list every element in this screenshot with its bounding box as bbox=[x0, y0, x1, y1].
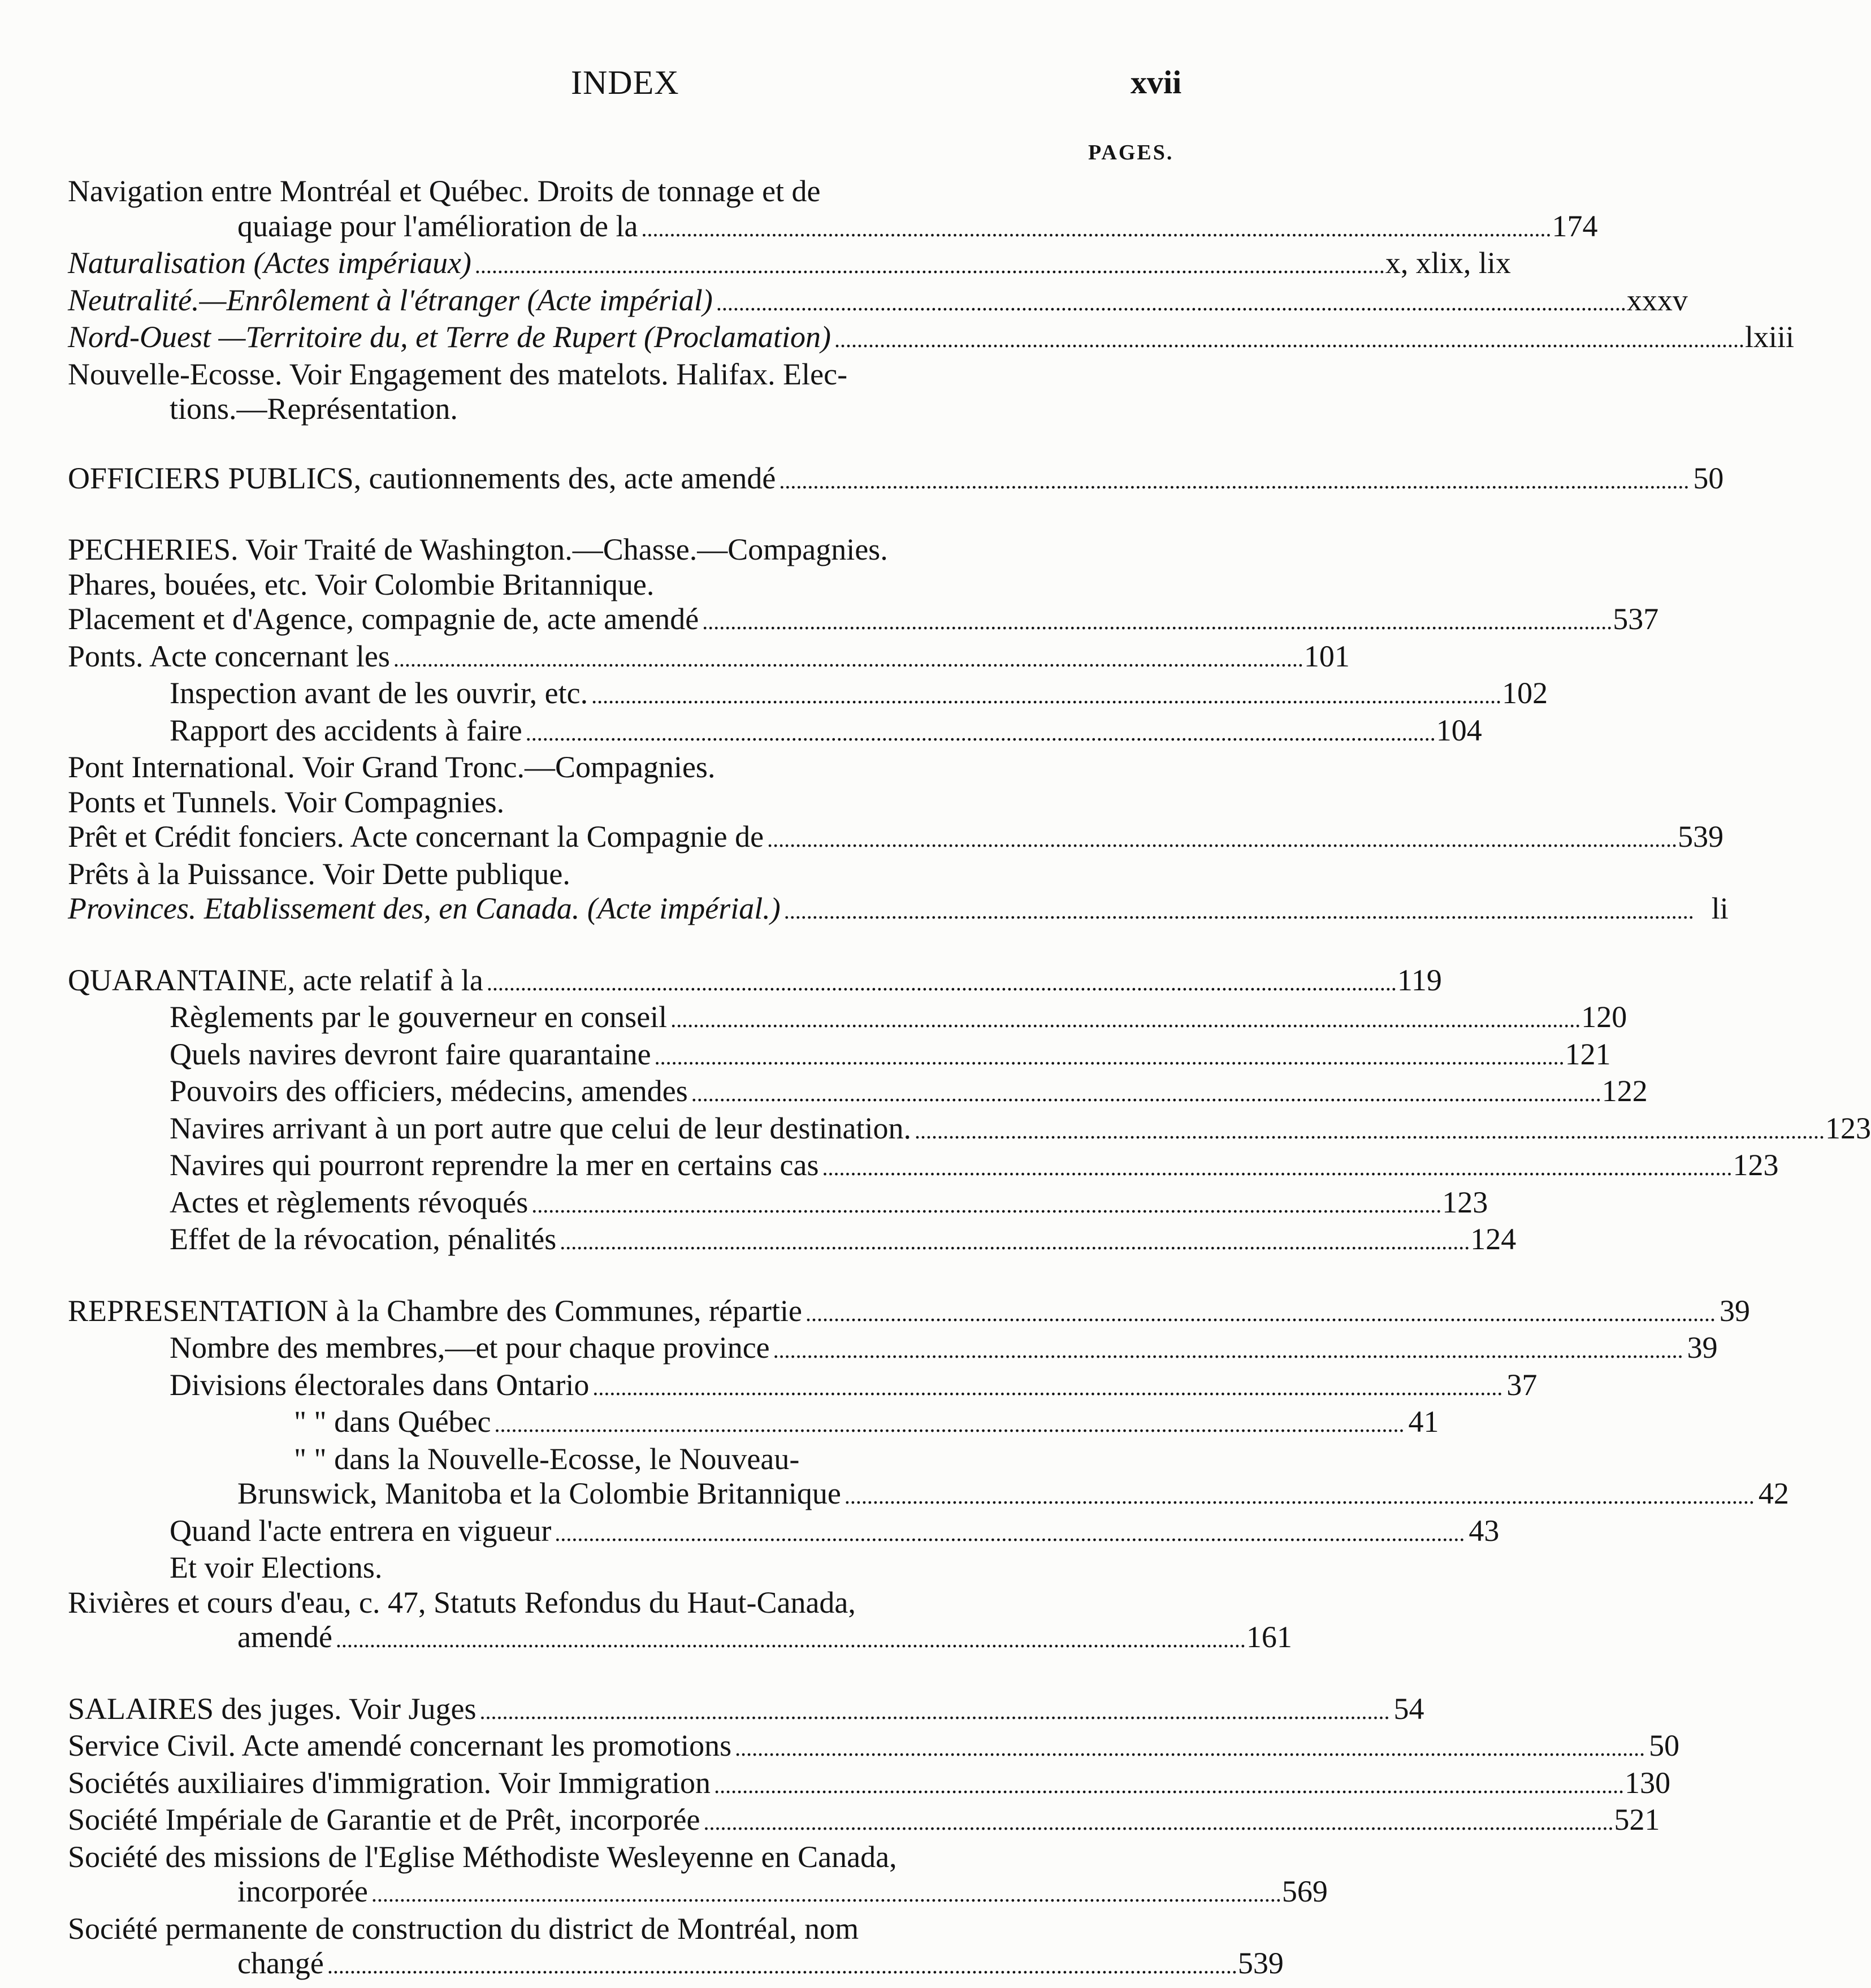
index-entry bbox=[68, 1513, 1500, 1551]
dot-leader bbox=[703, 1803, 1610, 1840]
entry-text: Pont International. Voir Grand Tronc.—Compagnies. bbox=[68, 750, 716, 784]
index-entry bbox=[68, 532, 1190, 568]
entry-text: Divisions électorales dans Ontario bbox=[170, 1367, 590, 1402]
entry-text: Actes et règlements révoqués bbox=[170, 1185, 529, 1219]
index-entry bbox=[68, 857, 1190, 892]
entry-text: quaiage pour l'amélioration de la bbox=[237, 209, 638, 243]
page-reference: 123 bbox=[1825, 1111, 1871, 1145]
page-reference: 41 bbox=[1408, 1405, 1439, 1439]
index-entry bbox=[68, 1874, 1328, 1912]
entry-text: Rapport des accidents à faire bbox=[170, 713, 522, 747]
page-reference: 104 bbox=[1436, 713, 1482, 747]
entry-text: tions.—Représentation. bbox=[170, 392, 458, 426]
index-entry bbox=[68, 820, 1724, 857]
entry-text: Quels navires devront faire quarantaine bbox=[170, 1037, 651, 1071]
dot-leader bbox=[475, 246, 1382, 283]
page-reference: 161 bbox=[1246, 1620, 1292, 1654]
dot-leader bbox=[716, 283, 1623, 320]
dot-leader bbox=[844, 1476, 1752, 1514]
index-entry bbox=[68, 1000, 1627, 1037]
dot-leader bbox=[822, 1148, 1730, 1185]
dot-leader bbox=[784, 891, 1691, 929]
dot-leader bbox=[655, 1037, 1562, 1075]
dot-leader bbox=[526, 713, 1433, 751]
entry-text: Prêts à la Puissance. Voir Dette publique. bbox=[68, 856, 570, 891]
entry-text: Placement et d'Agence, compagnie de, acte amendé bbox=[68, 602, 699, 636]
page-folio: xvii bbox=[1131, 64, 1182, 101]
page-reference: 43 bbox=[1469, 1513, 1500, 1548]
section-gap bbox=[68, 1657, 1190, 1692]
index-entry bbox=[68, 1331, 1718, 1368]
index-entry bbox=[68, 1550, 1190, 1586]
page-reference: 42 bbox=[1758, 1476, 1789, 1510]
index-entry bbox=[68, 963, 1442, 1001]
page-reference: 39 bbox=[1719, 1293, 1750, 1328]
index-entry bbox=[68, 357, 1190, 392]
section-gap bbox=[68, 929, 1190, 963]
page-reference: 130 bbox=[1625, 1765, 1671, 1800]
index-entry bbox=[68, 1293, 1750, 1331]
section-gap bbox=[68, 427, 1190, 461]
dot-leader bbox=[670, 1000, 1578, 1037]
entry-text: Inspection avant de les ouvrir, etc. bbox=[170, 676, 588, 710]
page-reference: 120 bbox=[1581, 1000, 1627, 1034]
entry-text: Nouvelle-Ecosse. Voir Engagement des matelots. Halifax. Elec- bbox=[68, 357, 848, 391]
dot-leader bbox=[834, 320, 1742, 357]
index-entry bbox=[68, 1405, 1439, 1442]
page-reference: 54 bbox=[1393, 1691, 1424, 1726]
index-entry bbox=[68, 461, 1724, 499]
page-reference: 37 bbox=[1506, 1367, 1537, 1402]
index-entry bbox=[68, 1691, 1424, 1729]
dot-leader bbox=[560, 1222, 1467, 1259]
dot-leader bbox=[779, 461, 1686, 499]
entry-text: incorporée bbox=[237, 1874, 368, 1908]
entry-text: Phares, bouées, etc. Voir Colombie Britannique. bbox=[68, 567, 655, 601]
page-reference: 569 bbox=[1281, 1874, 1328, 1908]
index-entry bbox=[68, 174, 1190, 209]
dot-leader bbox=[915, 1111, 1822, 1149]
entry-text: Neutralité.—Enrôlement à l'étranger (Acte impérial) bbox=[68, 283, 713, 317]
entry-text: Provinces. Etablissement des, en Canada. (Acte impérial.) bbox=[68, 891, 781, 925]
pages-column-label: PAGES. bbox=[1088, 141, 1174, 164]
index-entry bbox=[68, 1148, 1779, 1185]
index-entry bbox=[68, 1185, 1488, 1223]
entry-text: Ponts et Tunnels. Voir Compagnies. bbox=[68, 785, 505, 819]
index-entry bbox=[68, 1620, 1292, 1657]
entry-text: Brunswick, Manitoba et la Colombie Britannique bbox=[237, 1476, 841, 1510]
page-title: INDEX bbox=[571, 64, 679, 101]
entry-text: Société des missions de l'Eglise Méthodiste Wesleyenne en Canada, bbox=[68, 1839, 897, 1874]
index-entry bbox=[68, 1111, 1871, 1149]
index-entry bbox=[68, 750, 1190, 785]
entry-text: Naturalisation (Actes impériaux) bbox=[68, 246, 471, 280]
dot-leader bbox=[702, 602, 1609, 639]
index-entry bbox=[68, 1765, 1671, 1803]
entry-text: REPRESENTATION à la Chambre des Communes, répartie bbox=[68, 1293, 802, 1328]
entry-text: Pouvoirs des officiers, médecins, amendes bbox=[170, 1074, 688, 1108]
dot-leader bbox=[641, 209, 1548, 246]
page-reference: li bbox=[1711, 891, 1729, 925]
entry-text: Navires arrivant à un port autre que celui de leur destination. bbox=[170, 1111, 912, 1145]
page-reference: 537 bbox=[1613, 602, 1659, 636]
page-reference: 39 bbox=[1687, 1331, 1718, 1365]
entry-text: " " dans la Nouvelle-Ecosse, le Nouveau- bbox=[294, 1441, 800, 1476]
index-entry bbox=[68, 1729, 1680, 1766]
index-entry bbox=[68, 1037, 1611, 1075]
page-reference: 124 bbox=[1470, 1222, 1517, 1256]
index-entry bbox=[68, 676, 1548, 713]
entry-text: Service Civil. Acte amendé concernant les promotions bbox=[68, 1729, 732, 1762]
section-gap bbox=[68, 498, 1190, 532]
index-entry bbox=[68, 392, 1190, 427]
index-entry bbox=[68, 1586, 1190, 1621]
index-entry bbox=[68, 320, 1794, 357]
page-reference: x, xlix, lix bbox=[1385, 246, 1511, 280]
page-reference: 123 bbox=[1442, 1185, 1488, 1219]
page-reference: 122 bbox=[1601, 1074, 1648, 1108]
index-entry bbox=[68, 1946, 1284, 1983]
page-reference: 121 bbox=[1565, 1037, 1611, 1071]
dot-leader bbox=[592, 1368, 1500, 1405]
entry-text: Rivières et cours d'eau, c. 47, Statuts Refondus du Haut-Canada, bbox=[68, 1585, 856, 1619]
page-reference: 539 bbox=[1237, 1946, 1284, 1980]
dot-leader bbox=[371, 1874, 1279, 1912]
index-entry bbox=[68, 602, 1659, 639]
entry-text: Et voir Elections. bbox=[170, 1550, 383, 1584]
entry-text: OFFICIERS PUBLICS, cautionnements des, acte amendé bbox=[68, 461, 776, 495]
index-entry bbox=[68, 1074, 1648, 1111]
dot-leader bbox=[480, 1692, 1387, 1729]
entry-text: Nombre des membres,—et pour chaque province bbox=[170, 1331, 770, 1365]
page-reference: 539 bbox=[1678, 820, 1724, 854]
index-entry bbox=[68, 891, 1729, 929]
entry-text: PECHERIES. Voir Traité de Washington.—Chasse.—Compagnies. bbox=[68, 532, 888, 566]
index-entry bbox=[68, 209, 1598, 246]
index-entry bbox=[68, 1442, 1190, 1477]
page-reference: 50 bbox=[1693, 461, 1724, 495]
dot-leader bbox=[714, 1766, 1621, 1803]
page-reference: xxxv bbox=[1626, 283, 1688, 317]
entry-text: " " dans Québec bbox=[294, 1405, 491, 1439]
section-gap bbox=[68, 1259, 1190, 1294]
index-entry bbox=[68, 639, 1350, 677]
index-entry bbox=[68, 283, 1688, 320]
index-entry bbox=[68, 1840, 1190, 1875]
index-entry bbox=[68, 1367, 1537, 1405]
index-entry bbox=[68, 1803, 1660, 1840]
index-entry bbox=[68, 713, 1482, 751]
index-entry bbox=[68, 246, 1511, 283]
entry-text: Ponts. Acte concernant les bbox=[68, 639, 390, 673]
page-reference: 521 bbox=[1614, 1803, 1660, 1837]
index-entry bbox=[68, 1222, 1517, 1259]
dot-leader bbox=[805, 1294, 1713, 1331]
entry-text: Prêt et Crédit fonciers. Acte concernant la Compagnie de bbox=[68, 820, 764, 854]
running-header bbox=[0, 63, 1246, 109]
dot-leader bbox=[691, 1074, 1599, 1111]
dot-leader bbox=[767, 820, 1674, 857]
dot-leader bbox=[591, 676, 1498, 713]
dot-leader bbox=[773, 1331, 1681, 1368]
entry-text: Navigation entre Montréal et Québec. Droits de tonnage et de bbox=[68, 174, 821, 208]
page-reference: 50 bbox=[1649, 1729, 1680, 1762]
index-entry bbox=[68, 568, 1190, 603]
page-reference: 123 bbox=[1733, 1148, 1779, 1182]
entry-text: Règlements par le gouverneur en conseil bbox=[170, 1000, 668, 1034]
index-entry bbox=[68, 1912, 1190, 1947]
page-reference: 174 bbox=[1552, 209, 1598, 243]
page-reference: 119 bbox=[1397, 963, 1442, 997]
entry-text: Nord-Ouest —Territoire du, et Terre de Rupert (Proclamation) bbox=[68, 320, 831, 354]
dot-leader bbox=[555, 1514, 1462, 1551]
dot-leader bbox=[336, 1620, 1243, 1657]
index-entry bbox=[68, 1476, 1789, 1514]
dot-leader bbox=[393, 639, 1301, 677]
dot-leader bbox=[531, 1185, 1439, 1223]
index-entry bbox=[68, 785, 1190, 820]
dot-leader bbox=[327, 1946, 1235, 1983]
page-reference: 102 bbox=[1502, 676, 1548, 710]
entry-text: Société Impériale de Garantie et de Prêt, incorporée bbox=[68, 1803, 700, 1837]
index-entries bbox=[68, 174, 1871, 1983]
dot-leader bbox=[735, 1729, 1642, 1766]
entry-text: Navires qui pourront reprendre la mer en certains cas bbox=[170, 1148, 819, 1182]
entry-text: Quand l'acte entrera en vigueur bbox=[170, 1513, 552, 1548]
entry-text: QUARANTAINE, acte relatif à la bbox=[68, 963, 483, 997]
entry-text: Sociétés auxiliaires d'immigration. Voir Immigration bbox=[68, 1765, 711, 1800]
entry-text: Effet de la révocation, pénalités bbox=[170, 1222, 557, 1256]
entry-text: SALAIRES des juges. Voir Juges bbox=[68, 1691, 477, 1726]
page-reference: lxiii bbox=[1744, 320, 1794, 354]
dot-leader bbox=[494, 1405, 1401, 1442]
page-reference: 101 bbox=[1303, 639, 1350, 673]
entry-text: Société permanente de construction du district de Montréal, nom bbox=[68, 1911, 859, 1946]
entry-text: amendé bbox=[237, 1620, 332, 1654]
entry-text: changé bbox=[237, 1946, 324, 1980]
dot-leader bbox=[487, 963, 1394, 1001]
